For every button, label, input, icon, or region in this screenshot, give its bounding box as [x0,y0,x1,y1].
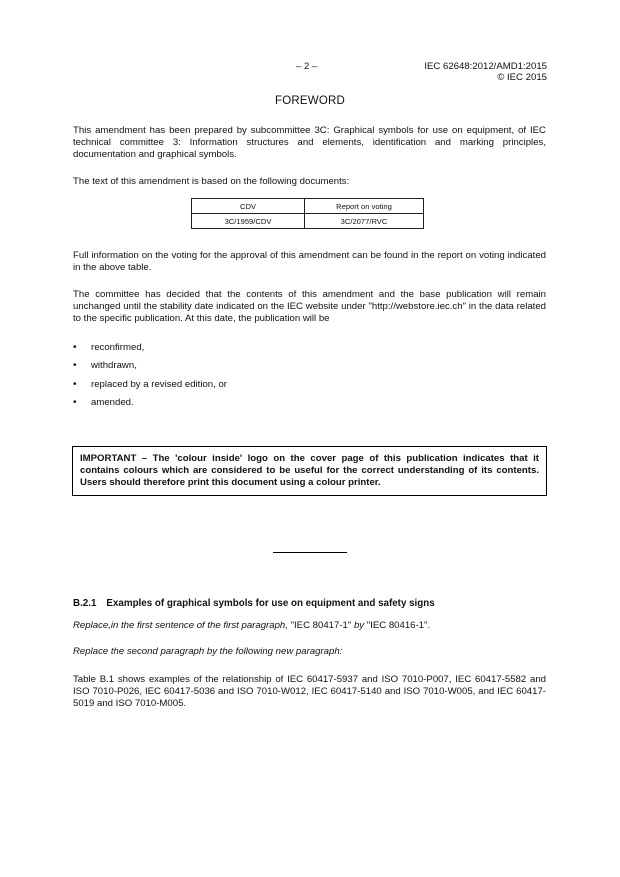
documents-table [191,198,424,229]
document-header [380,61,547,83]
copyright: © IEC 2015 [497,72,547,83]
page-number: – 2 – [296,61,318,72]
table-header-row [192,199,424,214]
table-header-cell: Report on voting [305,199,424,214]
section-body: Table B.1 shows examples of the relationship of IEC 60417-5937 and ISO 7010-P007, IEC 60417-5582 and ISO 7010-P026, IEC 60417-5036 and ISO 7010-W012, IEC 60417-5140 and ISO 7010-W005, and IEC 60417-5019 and ISO 7010-M005. [73,674,546,709]
replace-instruction [73,620,546,632]
section-title: Examples of graphical symbols for use on equipment and safety signs [106,598,435,609]
foreword-paragraph-1: This amendment has been prepared by subcommittee 3C: Graphical symbols for use on equipment, of IEC technical committee 3: Information structures and elements, identification and marking principles, documentation and graphical symbols. [73,125,546,160]
section-heading [73,598,435,609]
table-header-cell: CDV [192,199,305,214]
section-number: B.2.1 [73,598,97,609]
divider [273,552,347,553]
replace-by: by [353,620,365,631]
table-cell: 3C/2077/RVC [305,214,424,229]
list-item: • amended. [73,397,227,415]
replace-lead: Replace,in the first sentence of the first paragraph, [73,620,288,631]
table-cell: 3C/1959/CDV [192,214,305,229]
replace-old: "IEC 80417-1" [290,620,352,631]
replace-new: "IEC 80416-1". [366,620,431,631]
foreword-paragraph-4: The committee has decided that the contents of this amendment and the base publication will remain unchanged until the stability date indicated on the IEC website under "http://webstore.iec.ch" in the data related to the specific publication. At this date, the publication will be [73,289,546,324]
table-row [192,214,424,229]
page-title: FOREWORD [275,95,345,107]
list-item: • withdrawn, [73,360,227,378]
document-id: IEC 62648:2012/AMD1:2015 [424,61,547,72]
paragraph-instruction: Replace the second paragraph by the following new paragraph: [73,646,343,657]
list-item: • replaced by a revised edition, or [73,379,227,397]
foreword-paragraph-3: Full information on the voting for the approval of this amendment can be found in the report on voting indicated in the above table. [73,250,546,273]
bullet-list [73,342,227,415]
important-notice: IMPORTANT – The 'colour inside' logo on the cover page of this publication indicates that it contains colours which are considered to be useful for the correct understanding of its contents. Users should therefore print this document using a colour printer. [72,446,547,496]
foreword-paragraph-2: The text of this amendment is based on the following documents: [73,176,350,187]
list-item: • reconfirmed, [73,342,227,360]
